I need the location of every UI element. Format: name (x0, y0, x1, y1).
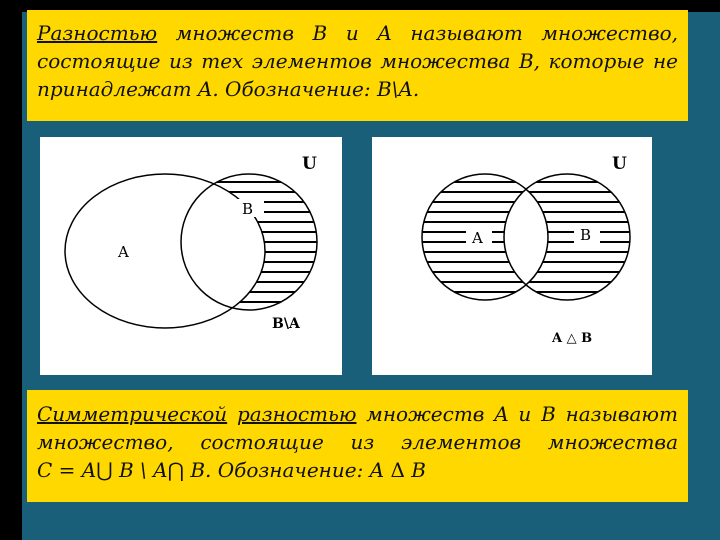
set-a-label: A (118, 243, 129, 261)
result-label: B\A (272, 316, 300, 332)
set-a-label: A (472, 229, 483, 247)
symmetric-line-1 (37, 400, 678, 428)
symmetric-line-3 (37, 456, 678, 484)
term-symmetric: Симметрической (37, 402, 228, 426)
definition-line-1-rest: множеств B и A называют множество, (175, 21, 678, 45)
formula-b-minus-a: B \ A (118, 458, 168, 482)
set-b-label: B (242, 200, 254, 218)
term-difference: Разностью (37, 21, 158, 45)
definition-difference-box (27, 10, 688, 121)
venn-symmetric (372, 137, 652, 375)
term-difference: разностью (236, 402, 357, 426)
universe-label: U (302, 154, 317, 174)
definition-symmetric-box (27, 390, 688, 502)
diagram-symmetric-panel (372, 137, 652, 375)
definition-line-3: принадлежат A. Обозначение: B\A. (37, 77, 420, 101)
symmetric-line-1-rest: множеств A и B называют (366, 402, 678, 426)
formula-last: B (411, 458, 426, 482)
definition-line-2: состоящие из тех элементов множества B, которые не (37, 49, 678, 73)
venn-difference (40, 137, 342, 375)
formula-c: C = A (37, 458, 97, 482)
delta-symbol: Δ (390, 458, 405, 482)
universe-label: U (612, 154, 627, 174)
formula-end: B. Обозначение: A (190, 458, 385, 482)
symmetric-line-2: множество, состоящие из элементов множества (37, 430, 678, 454)
result-label: A △ B (552, 331, 593, 346)
set-a-circle (65, 174, 265, 328)
union-symbol: ⋃ (96, 458, 113, 482)
difference-shaded-region (40, 137, 342, 375)
b-minus-a-region (372, 137, 652, 375)
definition-line-1 (37, 19, 678, 47)
set-b-label: B (580, 226, 592, 244)
left-strip (0, 0, 22, 540)
intersection-symbol: ⋂ (167, 458, 184, 482)
diagram-difference-panel (40, 137, 342, 375)
